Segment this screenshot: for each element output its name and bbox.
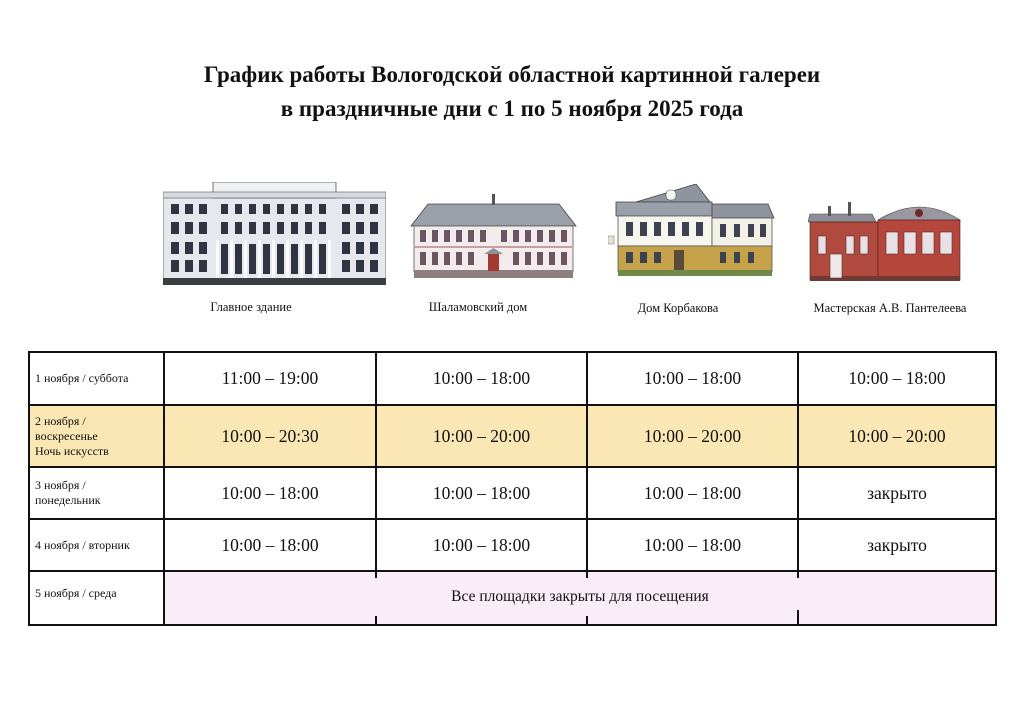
time-cell: 10:00 – 18:00 — [587, 352, 798, 405]
column-tick — [375, 616, 377, 624]
time-cell: 10:00 – 18:00 — [164, 467, 376, 519]
time-cell: 10:00 – 20:00 — [587, 405, 798, 467]
time-cell: 10:00 – 18:00 — [164, 519, 376, 571]
day-label: 1 ноября / суббота — [29, 352, 164, 405]
title-line-2: в праздничные дни с 1 по 5 ноября 2025 года — [280, 96, 744, 121]
page-title — [0, 58, 1024, 126]
table-row — [29, 519, 996, 571]
column-tick — [586, 616, 588, 624]
all-closed-text: Все площадки закрыты для посещения — [451, 588, 709, 605]
time-cell: закрыто — [798, 519, 996, 571]
column-tick — [586, 572, 588, 578]
all-closed-cell — [164, 571, 996, 625]
panteleev-workshop-icon — [808, 196, 964, 282]
caption-shalamov-house: Шаламовский дом — [428, 300, 528, 314]
time-cell: закрыто — [798, 467, 996, 519]
time-cell: 10:00 – 20:00 — [798, 405, 996, 467]
korbakov-house-icon — [608, 184, 775, 280]
column-tick — [375, 572, 377, 578]
day-label: 5 ноября / среда — [29, 571, 164, 625]
table-row-highlighted — [29, 405, 996, 467]
column-tick — [797, 572, 799, 578]
column-tick — [797, 610, 799, 618]
time-cell: 10:00 – 20:30 — [164, 405, 376, 467]
caption-panteleev-workshop: Мастерская А.В. Пантелеева — [813, 301, 967, 315]
day-label: 2 ноября / воскресенье Ночь искусств — [29, 405, 164, 467]
time-cell: 11:00 – 19:00 — [164, 352, 376, 405]
table-row-closed — [29, 571, 996, 625]
time-cell: 10:00 – 18:00 — [376, 519, 587, 571]
time-cell: 10:00 – 18:00 — [798, 352, 996, 405]
time-cell: 10:00 – 18:00 — [587, 519, 798, 571]
time-cell: 10:00 – 18:00 — [376, 467, 587, 519]
schedule-table — [28, 351, 997, 626]
time-cell: 10:00 – 18:00 — [587, 467, 798, 519]
shalamov-house-icon — [410, 194, 577, 280]
main-building-icon — [163, 182, 386, 286]
time-cell: 10:00 – 20:00 — [376, 405, 587, 467]
table-row — [29, 352, 996, 405]
table-row — [29, 467, 996, 519]
day-label: 3 ноября / понедельник — [29, 467, 164, 519]
caption-korbakov-house: Дом Корбакова — [637, 301, 719, 315]
caption-main-building: Главное здание — [210, 300, 292, 314]
title-line-1: График работы Вологодской областной картинной галереи — [203, 62, 821, 87]
time-cell: 10:00 – 18:00 — [376, 352, 587, 405]
day-label: 4 ноября / вторник — [29, 519, 164, 571]
